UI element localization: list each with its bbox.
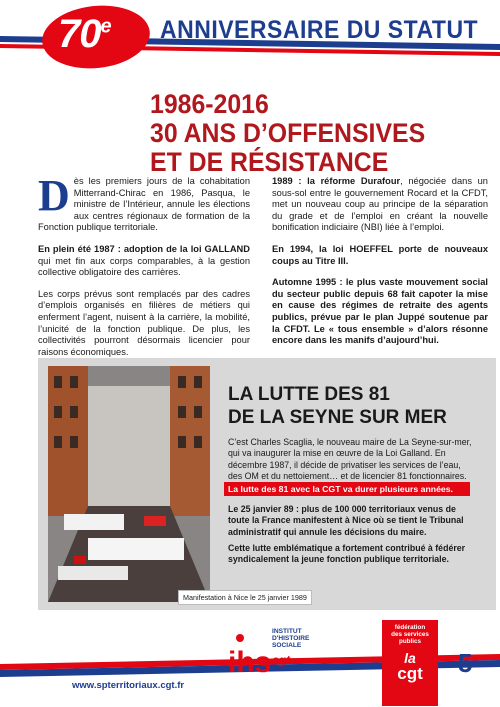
paragraph-1995: Automne 1995 : le plus vaste mouvement social du secteur public depuis 68 fait capoter la mise en cause des régimes de retraite des agents publics, prévue par le plan Juppé soutenue par la CFDT. Le « tous ensemble » d’alors résonne encore dans les manifs d’aujourd’hui. <box>272 277 488 346</box>
box-paragraph-1: C’est Charles Scaglia, le nouveau maire de La Seyne-sur-mer, qui va inaugurer la mise en œuvre de la Loi Galland. En décembre 1987, il décide de privatiser les services de l’eau, des OM et du nettoiement… et de licencier 81 fonctionnaires. <box>228 437 472 482</box>
website-link[interactable]: www.spterritoriaux.cgt.fr <box>72 680 185 691</box>
paragraph-hoeffel: En 1994, la loi HOEFFEL porte de nouveaux coups au Titre III. <box>272 243 488 266</box>
svg-text:ihs: ihs <box>228 646 272 676</box>
paragraph-durafour: 1989 : la réforme Durafour, négociée dans un sous-sol entre le gouvernement Rocard et la CFDT, met un nouveau coup au principe de la séparation du grade et de l’emploi en créant la nouvelle bonification indiciaire (NBI) liée à l’emploi. <box>272 176 488 233</box>
header-title: ANNIVERSAIRE DU STATUT <box>160 14 479 44</box>
paragraph-intro: Dès les premiers jours de la cohabitation Mitterrand-Chirac en 1986, Pasqua, le ministre de l’Intérieur, annule les élections aux centres régionaux de formation de la Fonction publique territoriale. <box>38 171 250 233</box>
ihs-label: INSTITUT D'HISTOIRE SOCIALE cgt <box>272 628 310 667</box>
headline-line-3: ET DE RÉSISTANCE <box>150 147 389 177</box>
left-column <box>38 171 250 368</box>
badge-number: 70e <box>58 12 111 56</box>
headline <box>150 90 425 177</box>
headline-line-1: 1986-2016 <box>150 89 269 119</box>
photo-caption: Manifestation à Nice le 25 janvier 1989 <box>178 590 312 605</box>
ihs-logo <box>228 628 276 676</box>
paragraph-galland: En plein été 1987 : adoption de la loi GALLAND qui met fin aux corps comparables, à la gestion collective obligatoire des carrières. <box>38 243 250 278</box>
paragraph-corps: Les corps prévus sont remplacés par des cadres d’emplois organisés en filières de métiers qui enferment l’agent, nuisent à la carrière, la mobilité, l’unicité de la fonction publique. De plus, les collectivités pourront désormais licencier pour raisons économiques. <box>38 288 250 357</box>
federation-label: fédération des services publics la cgt <box>391 624 429 683</box>
headline-line-2: 30 ANS D’OFFENSIVES <box>150 118 426 148</box>
highlight-bar: La lutte des 81 avec la CGT va durer plusieurs années. <box>224 482 470 496</box>
box-title: LA LUTTE DES 81 DE LA SEYNE SUR MER <box>228 384 447 428</box>
page-number: 5 <box>458 648 473 678</box>
right-column <box>272 176 488 357</box>
box-paragraph-2: Le 25 janvier 89 : plus de 100 000 territoriaux venus de toute la France manifestent à Nice où se tient le Tribunal administratif qui annule les décisions du maire. <box>228 504 464 537</box>
drop-cap: D <box>38 171 70 220</box>
demonstration-photo <box>48 366 210 602</box>
box-paragraph-3: Cette lutte emblématique a fortement contribué à fédérer syndicalement la jeune fonction publique territoriale. <box>228 543 466 565</box>
